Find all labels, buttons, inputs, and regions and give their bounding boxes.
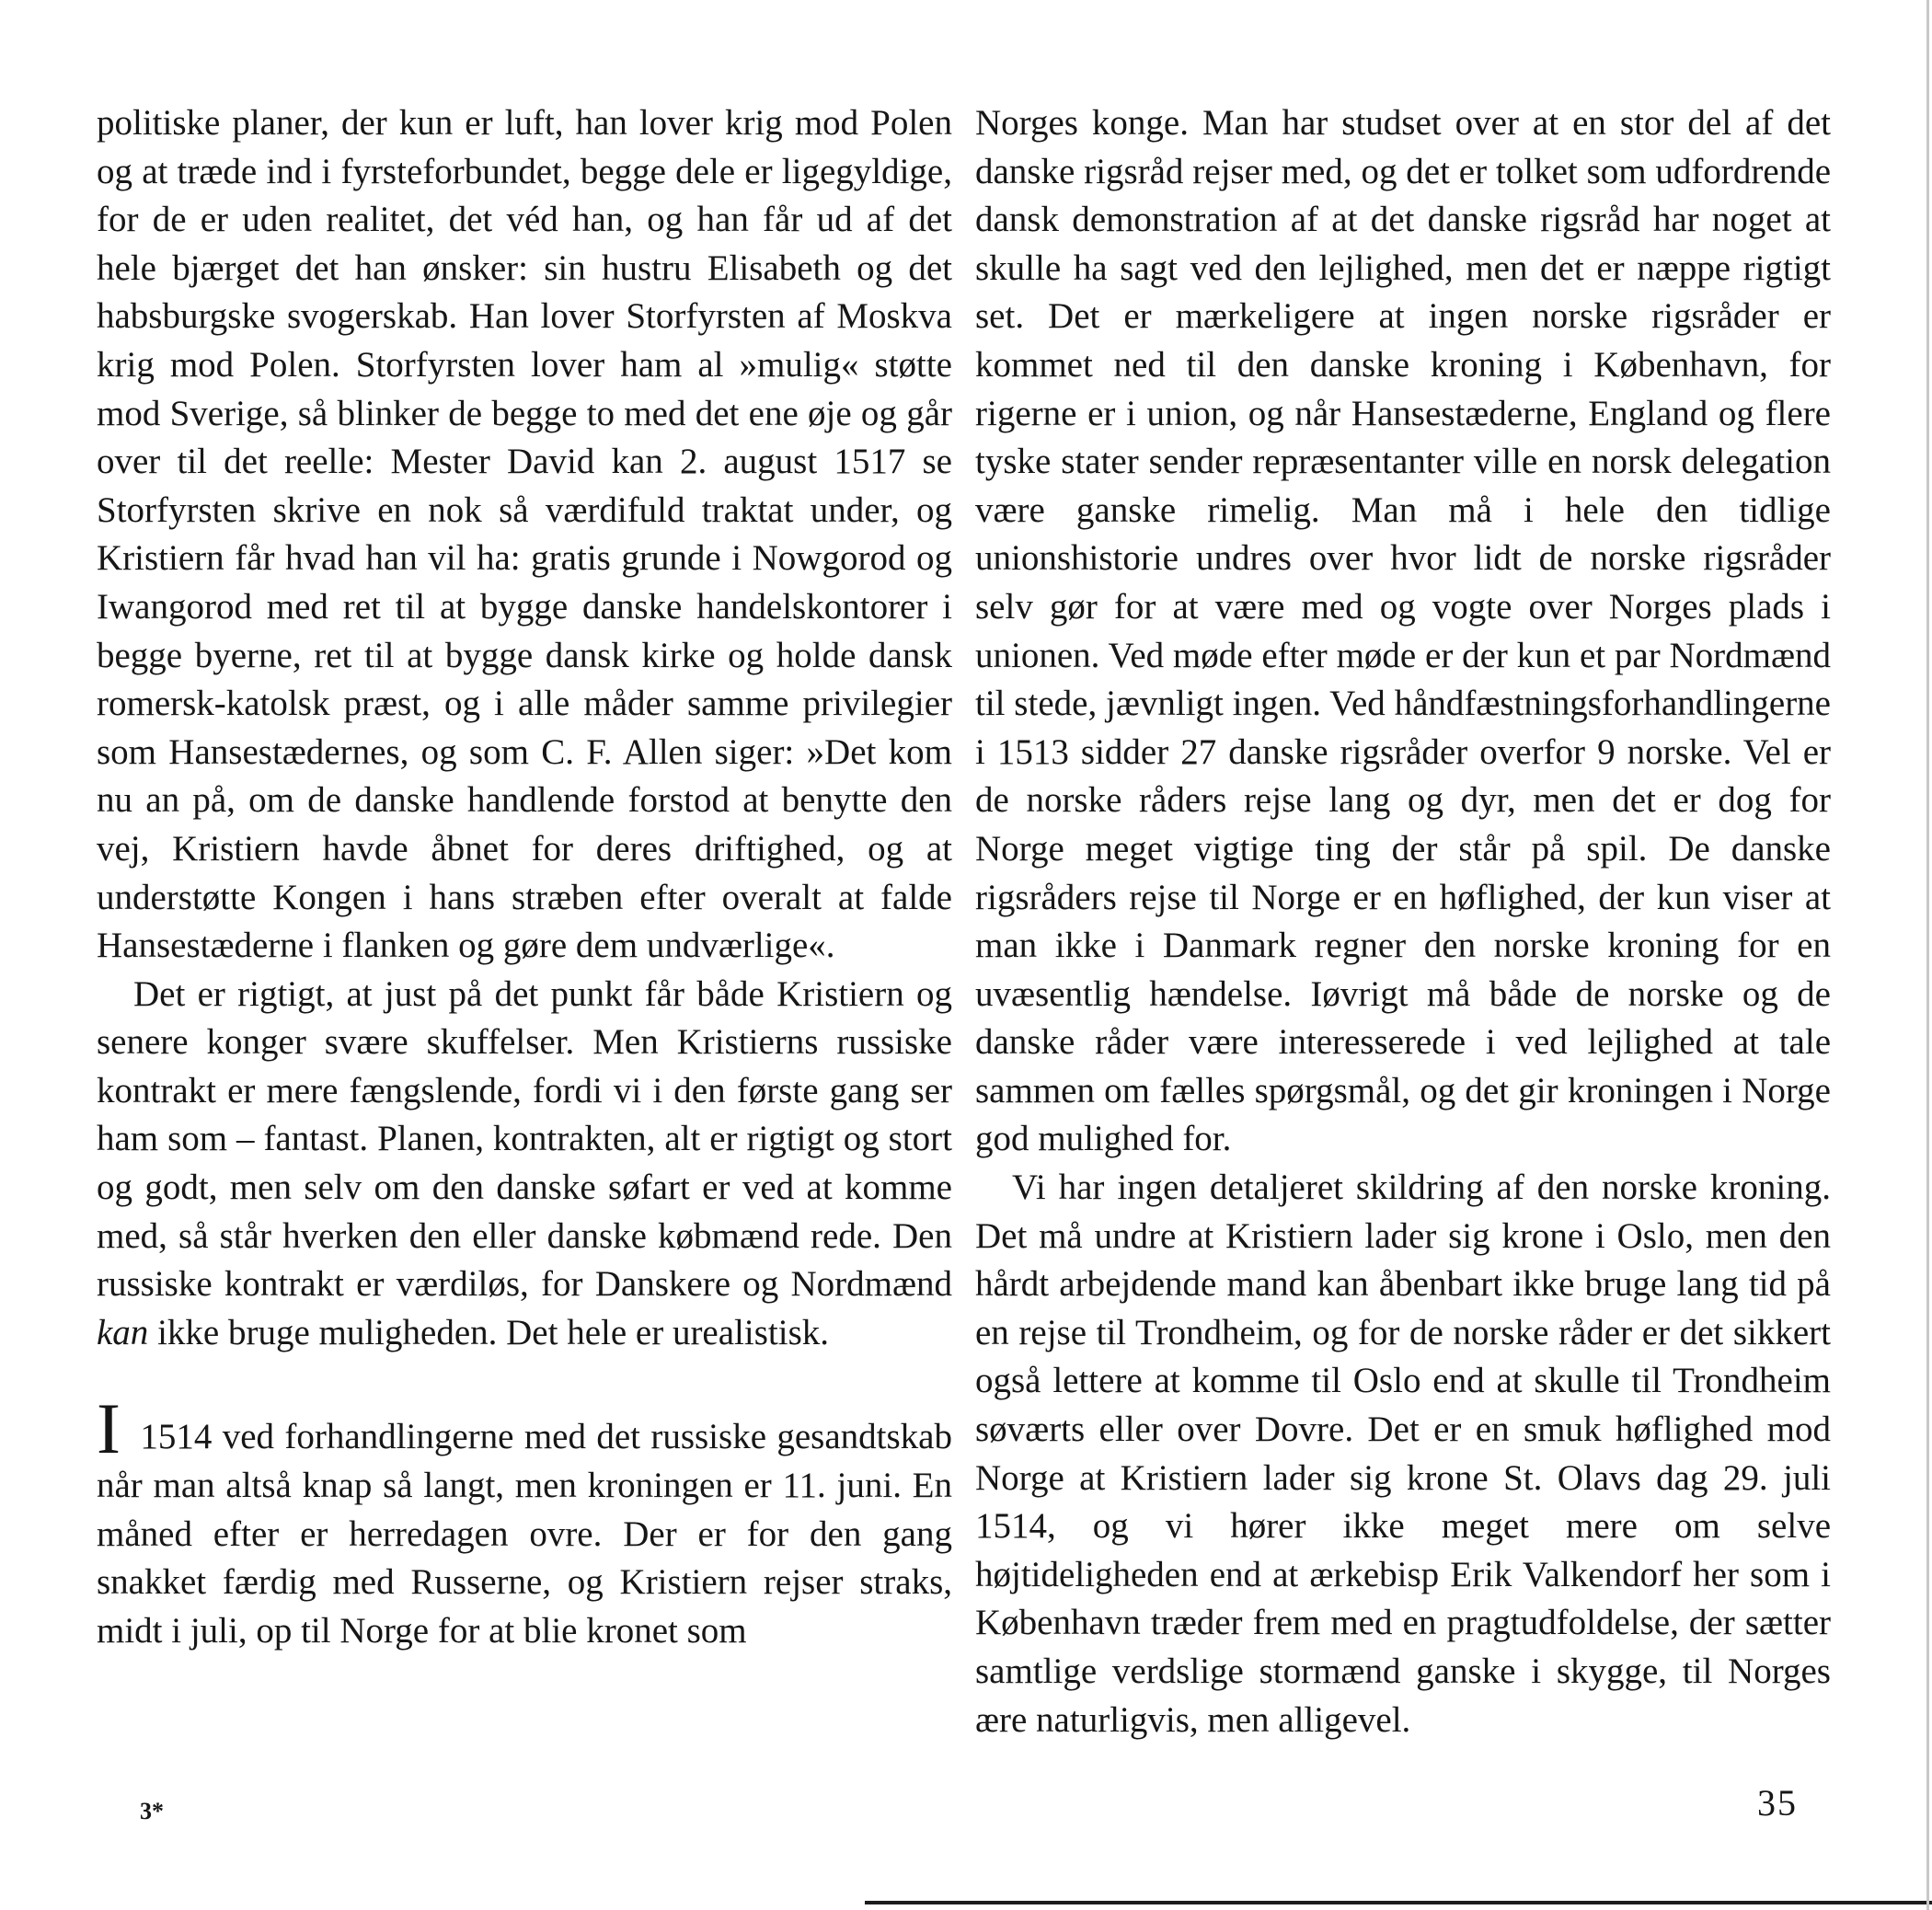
right-column bbox=[975, 99, 1831, 1744]
left-column bbox=[97, 99, 952, 1655]
drop-cap: I bbox=[97, 1388, 121, 1469]
page-edge bbox=[1926, 0, 1929, 1910]
paragraph-1: politiske planer, der kun er luft, han lover krig mod Polen og at træde ind i fyrsteforbundet, begge dele er ligegyldige, for de er uden realitet, det véd han, og han får ud af det hele bjærget det han ønsker: sin hustru Elisabeth og det habsburgske svogerskab. Han lover Storfyrsten af Moskva krig mod Polen. Storfyrsten lover ham al »mulig« støtte mod Sverige, så blinker de begge to med det ene øje og går over til det reelle: Mester David kan 2. august 1517 se Storfyrsten skrive en nok så værdifuld traktat under, og Kristiern får hvad han vil ha: gratis grunde i Nowgorod og Iwangorod med ret til at bygge danske handelskontorer i begge byerne, ret til at bygge dansk kirke og holde dansk romersk-katolsk præst, og i alle måder samme privilegier som Hansestædernes, og som C. F. Allen siger: »Det kom nu an på, om de danske handlende forstod at benytte den vej, Kristiern havde åbnet for deres driftighed, og at understøtte Kongen i hans stræben efter overalt at falde Hansestæderne i flanken og gøre dem undværlige«. bbox=[97, 103, 952, 966]
paragraph-3-text: 1514 ved forhandlingerne med det russiske gesandtskab når man altså knap så langt, men kroningen er 11. juni. En måned efter er herredagen ovre. Der er for den gang snakket færdig med Russerne, og Kristiern rejser straks, midt i juli, op til Norge for at blie kronet som bbox=[97, 1417, 952, 1651]
paragraph-2-text-a: Det er rigtigt, at just på det punkt får både Kristiern og senere konger svære skuffelser. Men Kristierns russiske kontrakt er mere fængslende, fordi vi i den første gang ser ham som – fantast. Planen, kontrakten, alt er rigtigt og stort og godt, men selv om den danske søfart er ved at komme med, så står hverken den eller danske købmænd rede. Den russiske kontrakt er værdiløs, for Danskere og Nordmænd bbox=[97, 973, 952, 1305]
page-number: 35 bbox=[1757, 1782, 1798, 1824]
paragraph-2-italic: kan bbox=[97, 1312, 149, 1352]
paragraph-5: Vi har ingen detaljeret skildring af den norske kroning. Det må undre at Kristiern lader sig krone i Oslo, men den hårdt arbejdende mand kan åbenbart ikke bruge lang tid på en rejse til Trondheim, og for de norske råder er det sikkert også lettere at komme til Oslo end at skulle til Trondheim søværts eller over Dovre. Det er en smuk høflighed mod Norge at Kristiern lader sig krone St. Olavs dag 29. juli 1514, og vi hører ikke meget mere om selve højtideligheden end at ærkebisp Erik Valkendorf her som i København træder frem med en pragtudfoldelse, der sætter samtlige verdslige stormænd ganske i skygge, til Norges ære naturligvis, men alligevel. bbox=[975, 1168, 1831, 1740]
paragraph-3 bbox=[97, 1388, 952, 1655]
paragraph-2 bbox=[97, 971, 952, 1358]
paragraph-2-text-b: ikke bruge muligheden. Det hele er urealistisk. bbox=[148, 1312, 829, 1352]
signature-mark: 3* bbox=[140, 1798, 164, 1824]
paragraph-4: Norges konge. Man har studset over at en stor del af det danske rigsråd rejser med, og det er tolket som udfordrende dansk demonstration af at det danske rigsråd har noget at skulle ha sagt ved den lejlighed, men det er næppe rigtigt set. Det er mærkeligere at ingen norske rigsråder er kommet ned til den danske kroning i København, for rigerne er i union, og når Hansestæderne, England og flere tyske stater sender repræsentanter ville en norsk delegation være ganske rimelig. Man må i hele den tidlige unionshistorie undres over hvor lidt de norske rigsråder selv gør for at være med og vogte over Norges plads i unionen. Ved møde efter møde er der kun et par Nordmænd til stede, jævnligt ingen. Ved håndfæstningsforhandlingerne i 1513 sidder 27 danske rigsråder overfor 9 norske. Vel er de norske råders rejse lang og dyr, men det er dog for Norge meget vigtige ting der står på spil. De danske rigsråders rejse til Norge er en høflighed, der kun viser at man ikke i Danmark regner den norske kroning for en uvæsentlig hændelse. Iøvrigt må både de norske og de danske råder være interesserede i ved lejlighed at tale sammen om fælles spørgsmål, og det gir kroningen i Norge god mulighed for. bbox=[975, 103, 1831, 1159]
bottom-edge-rule bbox=[865, 1901, 1932, 1904]
